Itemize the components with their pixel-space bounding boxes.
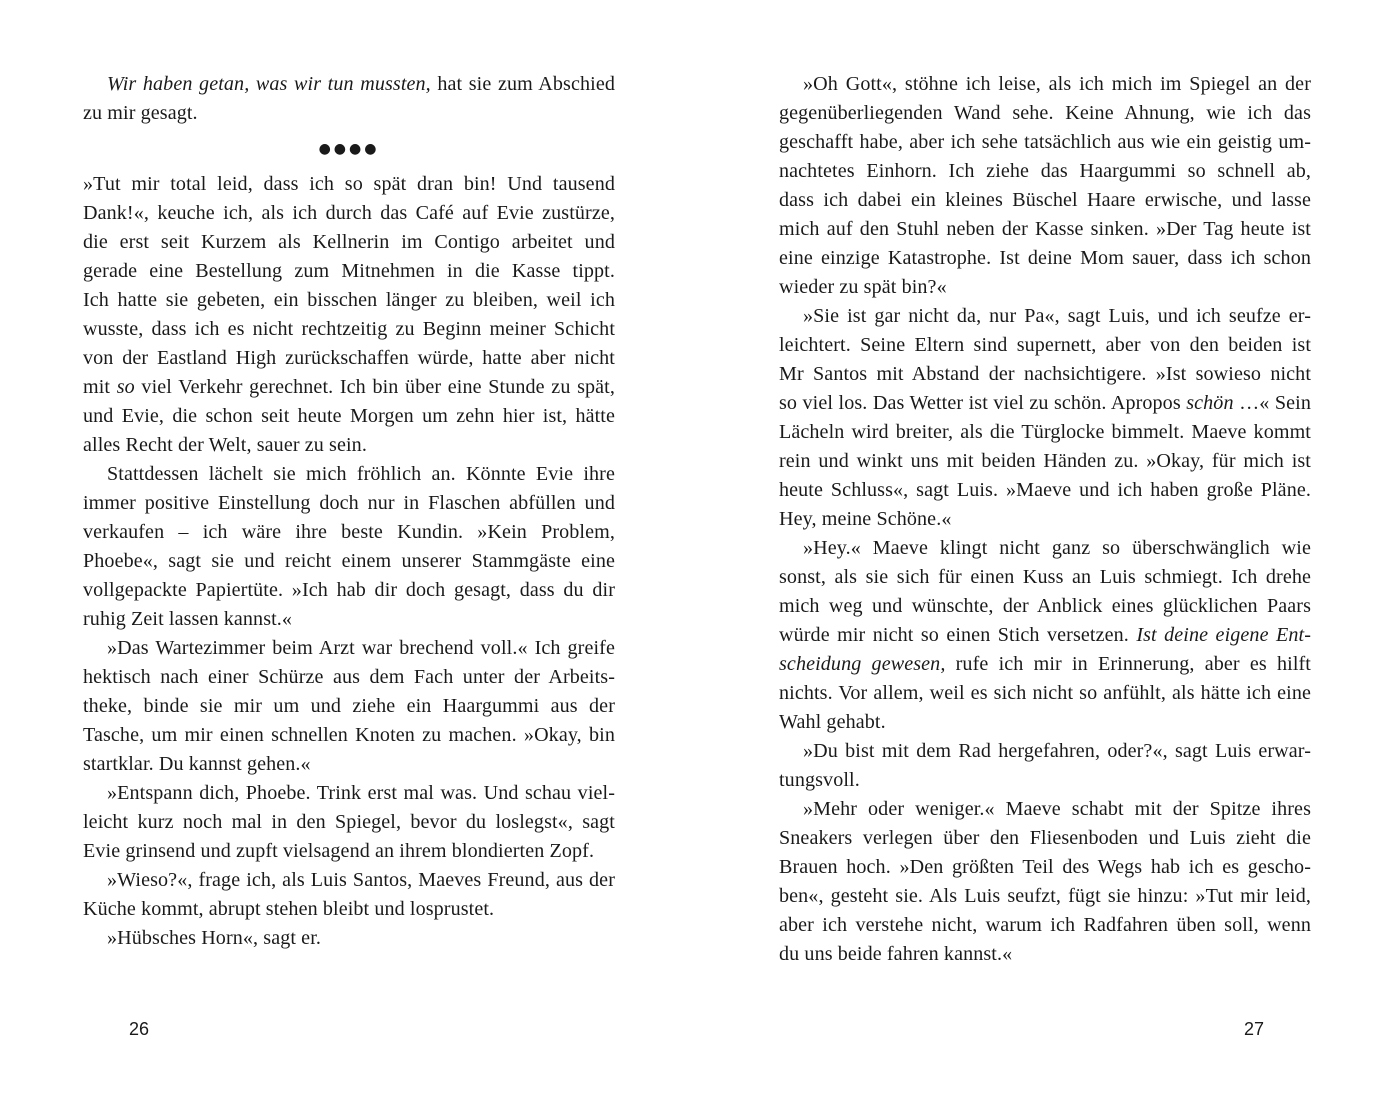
text-line: »Hey.« Maeve klingt nicht ganz so überschwänglich wie [803,537,1311,559]
italic-phrase: scheidung gewesen, [779,653,946,675]
text-line: immer positive Einstellung doch nur in Flaschen abfüllen und [83,492,615,514]
text-line: »Hübsches Horn«, sagt er. [107,927,322,949]
text-segment: rufe ich mir in Erinnerung, aber es hilft [945,653,1311,675]
text-line: »Du bist mit dem Rad hergefahren, oder?«, sagt Luis erwar- [803,740,1311,762]
text-line: aber ich verstehe nicht, warum ich Radfahren üben soll, wenn [779,914,1311,936]
text-line: ben«, gesteht sie. Als Luis seufzt, fügt sie hinzu: »Tut mir leid, [779,885,1311,907]
text-line [779,621,1311,650]
text-line: ruhig Zeit lassen kannst.« [83,608,293,630]
text-line: vollgepackte Papiertüte. »Ich hab dir doch gesagt, dass du dir [83,579,615,601]
text-line: Evie grinsend und zupft vielsagend an ihrem blondierten Zopf. [83,840,595,862]
text-line: »Oh Gott«, stöhne ich leise, als ich mich im Spiegel an der [803,73,1311,95]
text-segment: würde mir nicht so einen Stich versetzen. [779,624,1137,646]
text-line: »Tut mir total leid, dass ich so spät dran bin! Und tausend [83,173,615,195]
text-line: Mr Santos mit Abstand der nachsichtigere. »Ist sowieso nicht [779,363,1311,385]
text-line: theke, binde sie mir um und ziehe ein Haargummi aus der [83,695,615,717]
text-line: hektisch nach einer Schürze aus dem Fach unter der Arbeits- [83,666,615,688]
text-line: Tasche, um mir einen schnellen Knoten zu machen. »Okay, bin [83,724,615,746]
text-line: wieder zu spät bin?« [779,276,947,298]
text-line: gegenüberliegenden Wand sehe. Keine Ahnung, wie ich das [779,102,1311,124]
text-line: Ich hatte sie gebeten, ein bisschen länger zu bleiben, weil ich [83,289,615,311]
text-line: und Evie, die schon seit heute Morgen um zehn hier ist, hätte [83,405,615,427]
text-line: sonst, als sie sich für einen Kuss an Luis schmiegt. Ich drehe [779,566,1311,588]
text-line: zu mir gesagt. [83,102,198,124]
text-line: Dank!«, keuche ich, als ich durch das Café auf Evie zustürze, [83,202,615,224]
text-line: »Sie ist gar nicht da, nur Pa«, sagt Luis, und ich seufze er- [803,305,1311,327]
text-line: Sneakers verlegen über den Fliesenboden und Luis zieht die [779,827,1311,849]
text-line [83,70,615,99]
text-line: du uns beide fahren kannst.« [779,943,1013,965]
page-number-left: 26 [129,1019,150,1039]
text-line: leichtert. Seine Eltern sind supernett, aber von den beiden ist [779,334,1311,356]
italic-word: so [116,376,135,398]
italic-phrase: Ist deine eigene Ent- [1136,624,1312,646]
text-line: mich weg und wünschte, der Anblick eines glücklichen Paars [779,595,1311,617]
text-line: »Mehr oder weniger.« Maeve schabt mit der Spitze ihres [803,798,1311,820]
text-line: Hey, meine Schöne.« [779,508,952,530]
text-line: rein und winkt uns mit beiden Händen zu. »Okay, für mich ist [779,450,1311,472]
italic-phrase: Wir haben getan, was wir tun mussten, [107,73,431,95]
text-line [779,389,1311,418]
section-break-ornament: ●●●● [318,141,380,157]
text-line: verkaufen – ich wäre ihre beste Kundin. »Kein Problem, [83,521,615,543]
text-line: nichts. Vor allem, weil es sich nicht so anfühlt, als hätte ich eine [779,682,1311,704]
text-line: startklar. Du kannst gehen.« [83,753,311,775]
text-segment: hat sie zum Abschied [430,73,615,95]
text-line: mich auf den Stuhl neben der Kasse sinken. »Der Tag heute ist [779,218,1311,240]
right-page-text [779,70,1311,969]
text-line: Brauen hoch. »Den größten Teil des Wegs hab ich es gescho- [779,856,1311,878]
text-line: Stattdessen lächelt sie mich fröhlich an. Könnte Evie ihre [107,463,615,485]
text-line: »Wieso?«, frage ich, als Luis Santos, Maeves Freund, aus der [107,869,615,891]
text-line [779,650,1311,679]
text-segment: mit [83,376,117,398]
text-segment: so viel los. Das Wetter ist viel zu schön. Apropos [779,392,1187,414]
text-line [83,373,615,402]
text-line: »Entspann dich, Phoebe. Trink erst mal was. Und schau viel- [107,782,615,804]
text-line: die erst seit Kurzem als Kellnerin im Contigo arbeitet und [83,231,615,253]
text-line: gerade eine Bestellung zum Mitnehmen in die Kasse tippt. [83,260,615,282]
text-line: leicht kurz noch mal in den Spiegel, bevor du loslegst«, sagt [83,811,615,833]
text-line: geschafft habe, aber ich sehe tatsächlich aus wie ein geistig um- [779,131,1311,153]
page-number-right: 27 [1244,1019,1265,1039]
text-line: Wahl gehabt. [779,711,886,733]
text-line: nachtetes Einhorn. Ich ziehe das Haargummi so schnell ab, [779,160,1311,182]
text-line: Phoebe«, sagt sie und reicht einem unserer Stammgäste eine [83,550,615,572]
text-line: heute Schluss«, sagt Luis. »Maeve und ich haben große Pläne. [779,479,1311,501]
italic-word: schön [1186,392,1234,414]
left-page-text [83,70,615,953]
text-line: wusste, dass ich es nicht rechtzeitig zu Beginn meiner Schicht [83,318,615,340]
text-line: Lächeln wird breiter, als die Türglocke bimmelt. Maeve kommt [779,421,1311,443]
text-segment: viel Verkehr gerechnet. Ich bin über eine Stunde zu spät, [134,376,615,398]
text-line: Küche kommt, abrupt stehen bleibt und losprustet. [83,898,495,920]
text-segment: …« Sein [1233,392,1311,414]
text-line: alles Recht der Welt, sauer zu sein. [83,434,367,456]
text-line: eine einzige Katastrophe. Ist deine Mom sauer, dass ich schon [779,247,1311,269]
text-line: dass ich dabei ein kleines Büschel Haare erwische, und lasse [779,189,1311,211]
text-line: von der Eastland High zurückschaffen würde, hatte aber nicht [83,347,615,369]
text-line: tungsvoll. [779,769,860,791]
text-line: »Das Wartezimmer beim Arzt war brechend voll.« Ich greife [107,637,615,659]
